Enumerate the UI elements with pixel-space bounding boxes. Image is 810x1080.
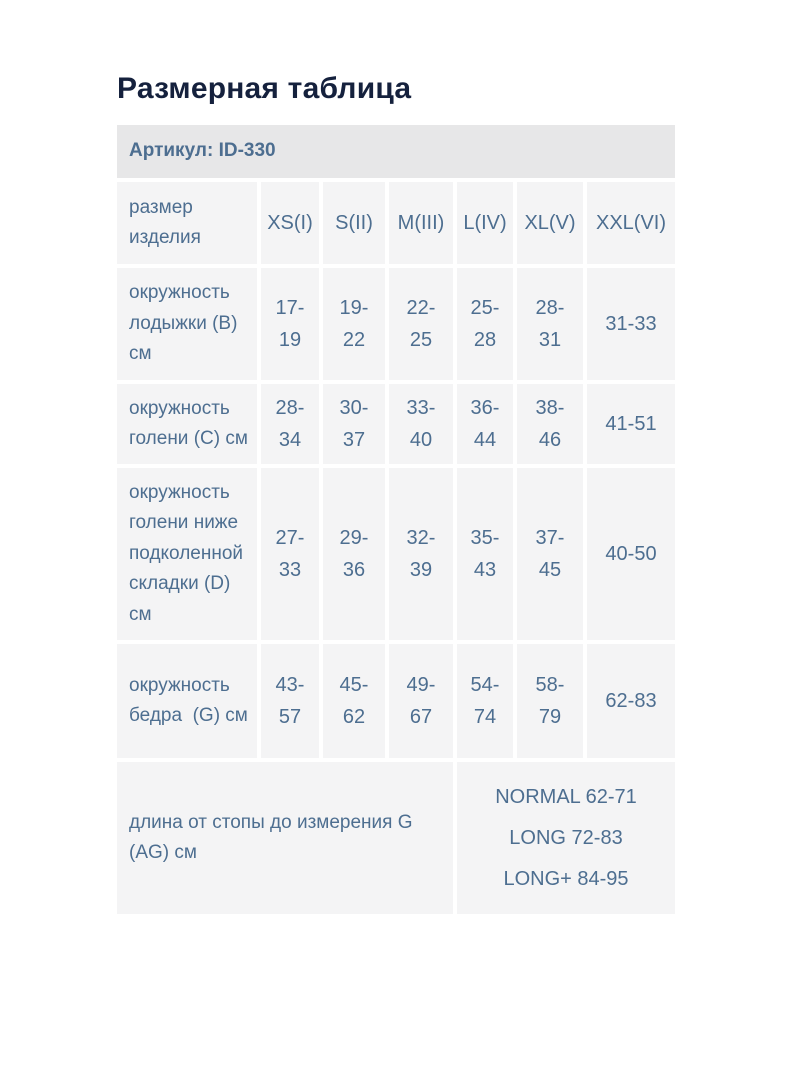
value-cell <box>517 268 583 380</box>
size-value: 58-79 <box>535 674 565 728</box>
size-value: 37-45 <box>535 527 565 581</box>
value-cell <box>323 644 385 758</box>
page-title: Размерная таблица <box>117 72 412 105</box>
row-label-below-knee: окружность голени ниже подколенной складки (D) см <box>117 468 257 640</box>
value-cell <box>457 268 513 380</box>
size-value: 33-40 <box>406 397 436 451</box>
value-cell <box>323 468 385 640</box>
column-header-size: размер изделия <box>117 182 257 264</box>
length-option-long: LONG 72-83 <box>509 826 623 849</box>
length-option-long-plus: LONG+ 84-95 <box>503 867 629 890</box>
length-options-cell <box>457 762 675 914</box>
size-value: 62-83 <box>605 690 657 712</box>
value-cell <box>261 468 319 640</box>
value-cell <box>457 468 513 640</box>
size-value: 30-37 <box>339 397 369 451</box>
size-value: 28-31 <box>535 297 565 351</box>
row-label-length-ag: длина от стопы до измерения G (AG) см <box>117 762 453 914</box>
value-cell <box>517 384 583 464</box>
value-cell <box>323 384 385 464</box>
size-value: 22-25 <box>406 297 436 351</box>
value-cell <box>389 384 453 464</box>
value-cell <box>517 468 583 640</box>
size-value: 54-74 <box>470 674 500 728</box>
value-cell <box>457 644 513 758</box>
size-value: 36-44 <box>470 397 500 451</box>
column-header-xxl: XXL(VI) <box>587 182 675 264</box>
value-cell <box>517 644 583 758</box>
size-value: 41-51 <box>605 413 657 435</box>
value-cell <box>323 268 385 380</box>
size-table <box>117 125 675 914</box>
column-header-l: L(IV) <box>457 182 513 264</box>
value-cell <box>389 644 453 758</box>
row-label-hip: окружность бедра (G) см <box>117 644 257 758</box>
size-value: 28-34 <box>275 397 305 451</box>
value-cell <box>261 268 319 380</box>
value-cell <box>587 384 675 464</box>
size-value: 29-36 <box>339 527 369 581</box>
value-cell <box>261 384 319 464</box>
length-option-normal: NORMAL 62-71 <box>495 785 637 808</box>
value-cell <box>389 468 453 640</box>
size-value: 38-46 <box>535 397 565 451</box>
row-label-calf: окружность голени (C) см <box>117 384 257 464</box>
size-value: 19-22 <box>339 297 369 351</box>
size-value: 40-50 <box>605 543 657 565</box>
size-value: 32-39 <box>406 527 436 581</box>
article-band <box>117 125 675 178</box>
size-value: 45-62 <box>339 674 369 728</box>
size-value: 31-33 <box>605 313 657 335</box>
size-value: 35-43 <box>470 527 500 581</box>
value-cell <box>389 268 453 380</box>
value-cell <box>587 268 675 380</box>
value-cell <box>457 384 513 464</box>
size-value: 25-28 <box>470 297 500 351</box>
size-value: 49-67 <box>406 674 436 728</box>
size-value: 43-57 <box>275 674 305 728</box>
column-header-m: M(III) <box>389 182 453 264</box>
value-cell <box>261 644 319 758</box>
size-value: 17-19 <box>275 297 305 351</box>
row-label-ankle: окружность лодыжки (B) см <box>117 268 257 380</box>
column-header-xl: XL(V) <box>517 182 583 264</box>
column-header-s: S(II) <box>323 182 385 264</box>
value-cell <box>587 468 675 640</box>
value-cell <box>587 644 675 758</box>
column-header-xs: XS(I) <box>261 182 319 264</box>
size-value: 27-33 <box>275 527 305 581</box>
article-label: Артикул: ID-330 <box>129 140 276 162</box>
